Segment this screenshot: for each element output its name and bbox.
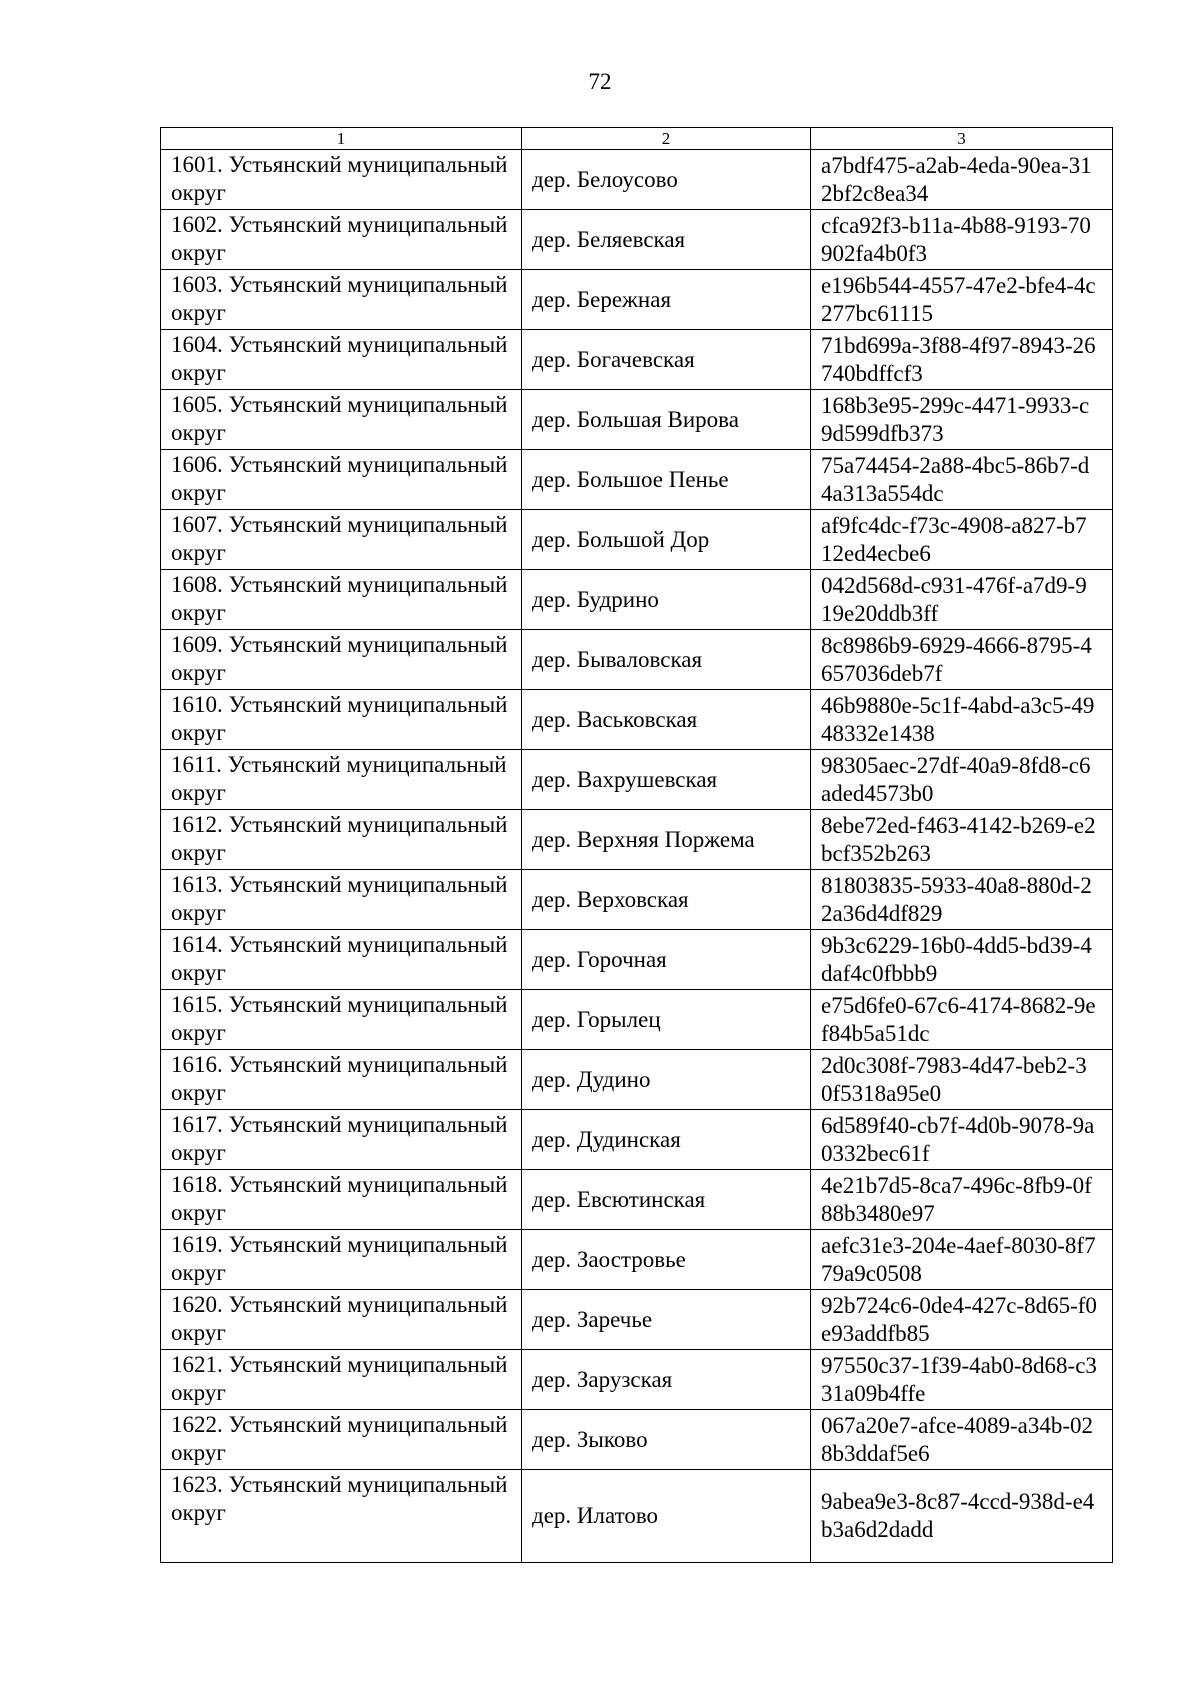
settlement-cell: дер. Васьковская: [522, 690, 811, 750]
municipality-cell: 1615. Устьянский муниципальный округ: [161, 990, 522, 1050]
settlement-cell: дер. Богачевская: [522, 330, 811, 390]
settlement-cell: дер. Бываловская: [522, 630, 811, 690]
settlement-cell: дер. Большой Дор: [522, 510, 811, 570]
municipality-cell: 1613. Устьянский муниципальный округ: [161, 870, 522, 930]
municipality-cell: 1606. Устьянский муниципальный округ: [161, 450, 522, 510]
settlement-cell: дер. Зарузская: [522, 1350, 811, 1410]
municipality-cell: 1623. Устьянский муниципальный округ: [161, 1470, 522, 1563]
table-row: [161, 390, 1113, 450]
table-row: [161, 270, 1113, 330]
table-row: [161, 810, 1113, 870]
table-row: [161, 1350, 1113, 1410]
municipality-cell: 1622. Устьянский муниципальный округ: [161, 1410, 522, 1470]
settlement-cell: дер. Илатово: [522, 1470, 811, 1563]
settlement-cell: дер. Дудинская: [522, 1110, 811, 1170]
column-header-3: 3: [811, 128, 1113, 150]
settlement-cell: дер. Дудино: [522, 1050, 811, 1110]
guid-cell: 8ebe72ed-f463-4142-b269-e2bcf352b263: [811, 810, 1113, 870]
guid-cell: e75d6fe0-67c6-4174-8682-9ef84b5a51dc: [811, 990, 1113, 1050]
municipality-cell: 1619. Устьянский муниципальный округ: [161, 1230, 522, 1290]
guid-cell: 75a74454-2a88-4bc5-86b7-d4a313a554dc: [811, 450, 1113, 510]
guid-cell: 4e21b7d5-8ca7-496c-8fb9-0f88b3480e97: [811, 1170, 1113, 1230]
table-row: [161, 570, 1113, 630]
page-number: 72: [588, 69, 612, 94]
guid-cell: 042d568d-c931-476f-a7d9-919e20ddb3ff: [811, 570, 1113, 630]
table-row: [161, 510, 1113, 570]
table-row: [161, 1470, 1113, 1563]
guid-cell: af9fc4dc-f73c-4908-a827-b712ed4ecbe6: [811, 510, 1113, 570]
guid-cell: 92b724c6-0de4-427c-8d65-f0e93addfb85: [811, 1290, 1113, 1350]
municipality-cell: 1611. Устьянский муниципальный округ: [161, 750, 522, 810]
guid-cell: e196b544-4557-47e2-bfe4-4c277bc61115: [811, 270, 1113, 330]
municipality-cell: 1605. Устьянский муниципальный округ: [161, 390, 522, 450]
table-row: [161, 1050, 1113, 1110]
table-row: [161, 1170, 1113, 1230]
guid-cell: 2d0c308f-7983-4d47-beb2-30f5318a95e0: [811, 1050, 1113, 1110]
settlement-cell: дер. Бережная: [522, 270, 811, 330]
municipality-cell: 1614. Устьянский муниципальный округ: [161, 930, 522, 990]
municipality-cell: 1620. Устьянский муниципальный округ: [161, 1290, 522, 1350]
guid-cell: 168b3e95-299c-4471-9933-c9d599dfb373: [811, 390, 1113, 450]
settlement-cell: дер. Заостровье: [522, 1230, 811, 1290]
municipality-cell: 1610. Устьянский муниципальный округ: [161, 690, 522, 750]
municipality-cell: 1604. Устьянский муниципальный округ: [161, 330, 522, 390]
settlement-cell: дер. Вахрушевская: [522, 750, 811, 810]
municipality-cell: 1603. Устьянский муниципальный округ: [161, 270, 522, 330]
guid-cell: 81803835-5933-40a8-880d-22a36d4df829: [811, 870, 1113, 930]
column-header-2: 2: [522, 128, 811, 150]
municipality-cell: 1621. Устьянский муниципальный округ: [161, 1350, 522, 1410]
table-row: [161, 870, 1113, 930]
guid-cell: 067a20e7-afce-4089-a34b-028b3ddaf5e6: [811, 1410, 1113, 1470]
table-row: [161, 990, 1113, 1050]
settlement-cell: дер. Горылец: [522, 990, 811, 1050]
guid-cell: 8c8986b9-6929-4666-8795-4657036deb7f: [811, 630, 1113, 690]
municipality-cell: 1616. Устьянский муниципальный округ: [161, 1050, 522, 1110]
municipality-cell: 1608. Устьянский муниципальный округ: [161, 570, 522, 630]
table-row: [161, 930, 1113, 990]
guid-cell: 71bd699a-3f88-4f97-8943-26740bdffcf3: [811, 330, 1113, 390]
municipality-cell: 1607. Устьянский муниципальный округ: [161, 510, 522, 570]
registry-table: [160, 127, 1113, 1563]
table-body: [161, 150, 1113, 1563]
table-row: [161, 1410, 1113, 1470]
guid-cell: 9b3c6229-16b0-4dd5-bd39-4daf4c0fbbb9: [811, 930, 1113, 990]
table-row: [161, 750, 1113, 810]
municipality-cell: 1609. Устьянский муниципальный округ: [161, 630, 522, 690]
settlement-cell: дер. Зыково: [522, 1410, 811, 1470]
table-row: [161, 450, 1113, 510]
settlement-cell: дер. Верховская: [522, 870, 811, 930]
table-row: [161, 1110, 1113, 1170]
settlement-cell: дер. Горочная: [522, 930, 811, 990]
guid-cell: 46b9880e-5c1f-4abd-a3c5-4948332e1438: [811, 690, 1113, 750]
header-row: [161, 128, 1113, 150]
settlement-cell: дер. Заречье: [522, 1290, 811, 1350]
settlement-cell: дер. Верхняя Поржема: [522, 810, 811, 870]
table-row: [161, 1230, 1113, 1290]
settlement-cell: дер. Большое Пенье: [522, 450, 811, 510]
guid-cell: aefc31e3-204e-4aef-8030-8f779a9c0508: [811, 1230, 1113, 1290]
guid-cell: 6d589f40-cb7f-4d0b-9078-9a0332bec61f: [811, 1110, 1113, 1170]
guid-cell: 9abea9e3-8c87-4ccd-938d-e4b3a6d2dadd: [811, 1470, 1113, 1563]
guid-cell: a7bdf475-a2ab-4eda-90ea-312bf2c8ea34: [811, 150, 1113, 210]
table-row: [161, 150, 1113, 210]
municipality-cell: 1602. Устьянский муниципальный округ: [161, 210, 522, 270]
table-row: [161, 630, 1113, 690]
municipality-cell: 1601. Устьянский муниципальный округ: [161, 150, 522, 210]
table-row: [161, 690, 1113, 750]
table-row: [161, 1290, 1113, 1350]
guid-cell: cfca92f3-b11a-4b88-9193-70902fa4b0f3: [811, 210, 1113, 270]
municipality-cell: 1612. Устьянский муниципальный округ: [161, 810, 522, 870]
guid-cell: 98305aec-27df-40a9-8fd8-c6aded4573b0: [811, 750, 1113, 810]
settlement-cell: дер. Белоусово: [522, 150, 811, 210]
settlement-cell: дер. Евсютинская: [522, 1170, 811, 1230]
guid-cell: 97550c37-1f39-4ab0-8d68-c331a09b4ffe: [811, 1350, 1113, 1410]
table-row: [161, 330, 1113, 390]
settlement-cell: дер. Беляевская: [522, 210, 811, 270]
column-header-1: 1: [161, 128, 522, 150]
settlement-cell: дер. Большая Вирова: [522, 390, 811, 450]
table-row: [161, 210, 1113, 270]
municipality-cell: 1617. Устьянский муниципальный округ: [161, 1110, 522, 1170]
settlement-cell: дер. Будрино: [522, 570, 811, 630]
municipality-cell: 1618. Устьянский муниципальный округ: [161, 1170, 522, 1230]
